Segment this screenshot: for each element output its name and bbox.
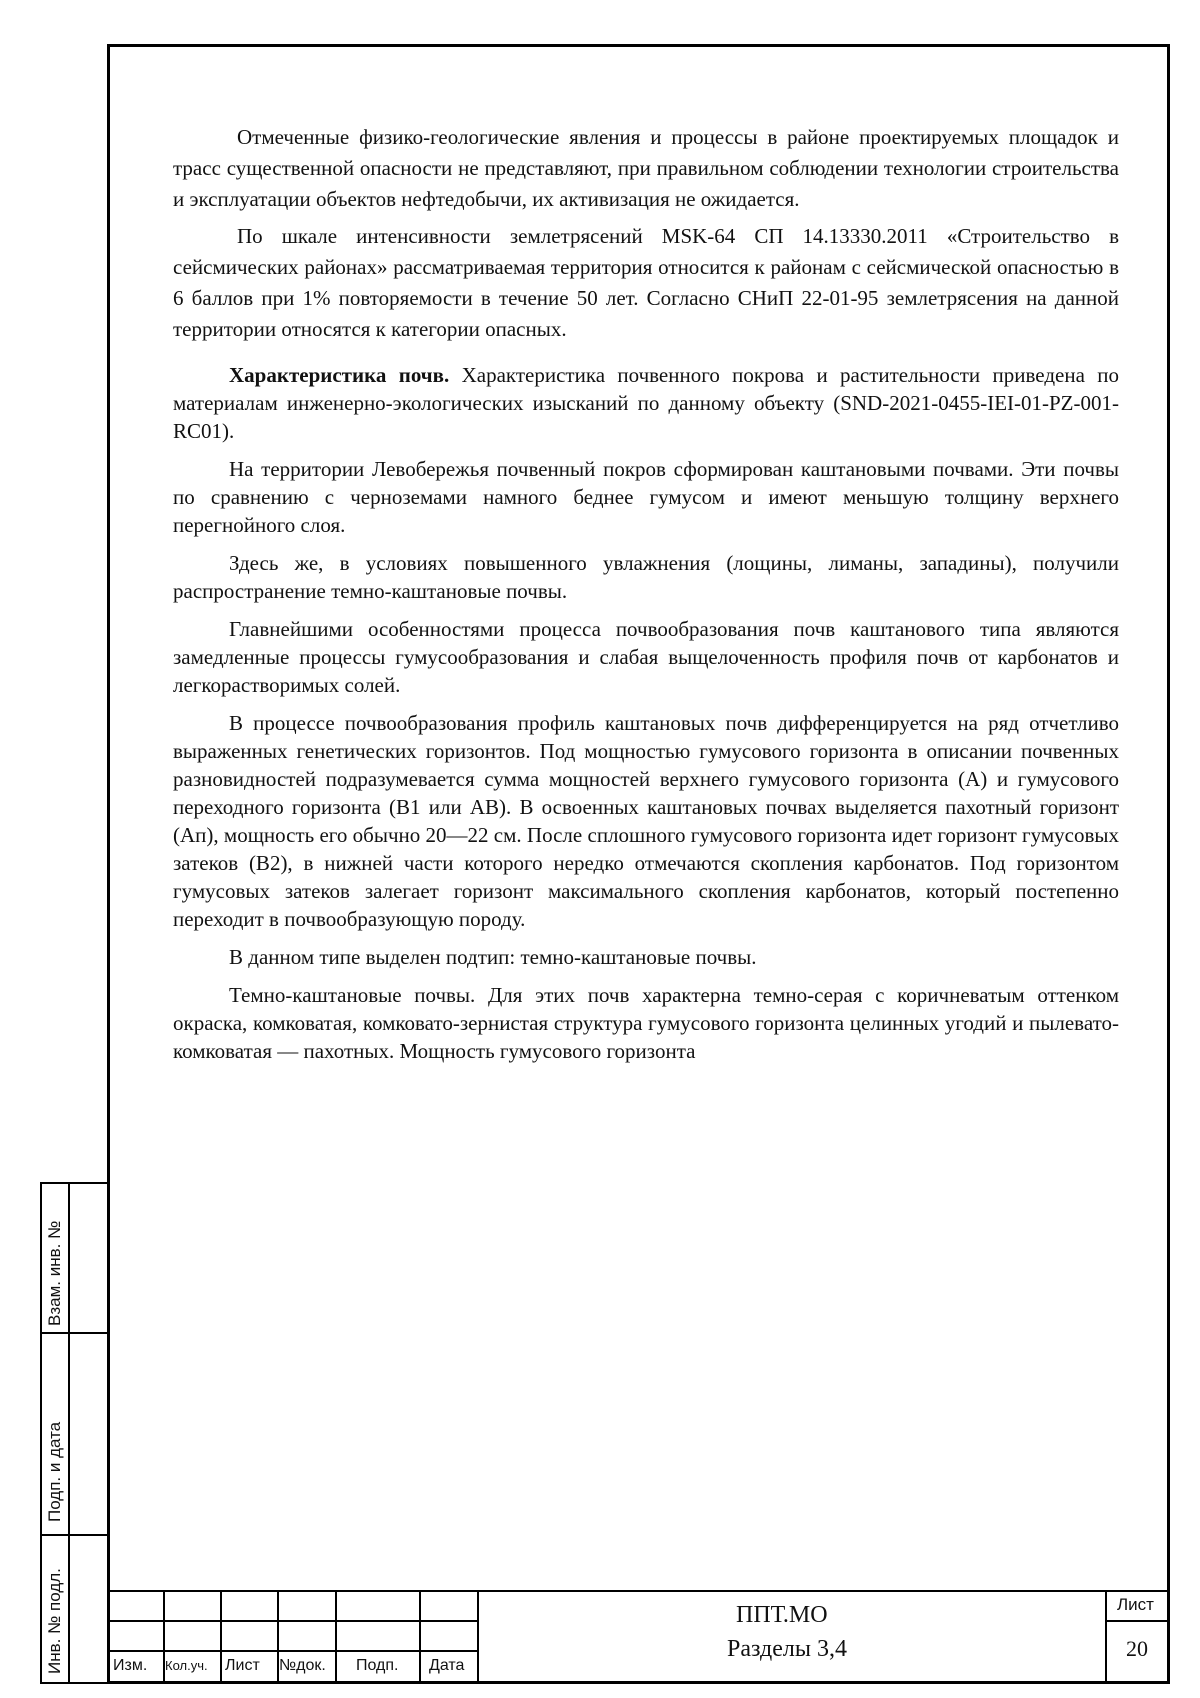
stamp-header-koluch: Кол.уч.: [165, 1658, 208, 1673]
paragraph-geology: Отмеченные физико-геологические явления и процессы в районе проектируемых площадок и трасс существенной опасности не представляют, при правильном соблюдении технологии строительства и эксплуатации объектов нефтедобычи, их активизация не ожидается.: [173, 125, 1119, 211]
stamp-col-5: [419, 1590, 421, 1684]
side-border-bottom: [40, 1682, 110, 1684]
paragraph-soil-6: Темно-каштановые почвы. Для этих почв характерна темно-серая с коричневатым оттенком окраска, комковатая, комковато-зернистая структура гумусового горизонта целинных угодий и пылевато-комковатая — пахотных. Мощность гумусового горизонта: [173, 983, 1119, 1063]
stamp-header-podp: Подп.: [356, 1657, 399, 1674]
soil-heading: Характеристика почв.: [229, 363, 450, 387]
stamp-header-izm: Изм.: [113, 1657, 148, 1674]
side-border-top: [40, 1182, 110, 1184]
document-code: ППТ.МО: [736, 1602, 828, 1628]
document-sections: Разделы 3,4: [727, 1636, 848, 1662]
paragraph-soil-3: Главнейшими особенностями процесса почвообразования почв каштанового типа являются замедленные процессы гумусообразования и слабая выщелоченность профиля почв от карбонатов и легкорастворимых солей.: [173, 617, 1119, 697]
side-label-vzam: Взам. инв. №: [45, 1220, 64, 1326]
side-border-mid2: [40, 1534, 110, 1536]
stamp-header-data: Дата: [429, 1657, 465, 1674]
paragraph-soil-2: Здесь же, в условиях повышенного увлажнения (лощины, лиманы, западины), получили распространение темно-каштановые почвы.: [173, 551, 1119, 603]
stamp-col-6: [477, 1590, 479, 1684]
sheet-number: 20: [1126, 1636, 1148, 1661]
side-stamp-column: [40, 1182, 110, 1684]
paragraph-soil-5: В данном типе выделен подтип: темно-каштановые почвы.: [229, 945, 757, 969]
stamp-header-list: Лист: [225, 1657, 260, 1674]
stamp-col-sheet: [1105, 1590, 1107, 1684]
stamp-col-4: [335, 1590, 337, 1684]
side-border-left: [40, 1182, 42, 1684]
soil-intro-text: Характеристика почвенного покрова и растительности приведена по материалам инженерно-экологических изысканий по данному объекту (SND-2021-0455-IEI-01-PZ-001-RC01).: [173, 363, 1120, 443]
stamp-col-2: [220, 1590, 222, 1684]
title-block: [107, 1590, 1170, 1684]
stamp-line-sheet: [1105, 1620, 1170, 1622]
side-label-inv: Инв. № подл.: [45, 1568, 64, 1674]
stamp-header-ndok: №док.: [279, 1657, 326, 1674]
side-border-divider: [68, 1182, 70, 1684]
document-body: [173, 122, 1119, 1075]
paragraph-seismic: По шкале интенсивности землетрясений MSK-64 СП 14.13330.2011 «Строительство в сейсмических районах» рассматриваемая территория относится к районам с сейсмической опасностью в 6 баллов при 1% повторяемости в течение 50 лет. Согласно СНиП 22-01-95 землетрясения на данной территории относятся к категории опасных.: [173, 224, 1119, 341]
stamp-line-top: [107, 1590, 1170, 1592]
paragraph-soil-1: На территории Левобережья почвенный покров сформирован каштановыми почвами. Эти почвы по сравнению с черноземами намного беднее гумусом и имеют меньшую толщину верхнего перегнойного слоя.: [173, 457, 1119, 537]
side-label-podp: Подп. и дата: [45, 1421, 64, 1522]
sheet-label: Лист: [1117, 1595, 1154, 1614]
paragraph-soil-4: В процессе почвообразования профиль каштановых почв дифференцируется на ряд отчетливо выраженных генетических горизонтов. Под мощностью гумусового горизонта в описании почвенных разновидностей подразумевается сумма мощностей верхнего гумусового горизонта (А) и гумусового переходного горизонта (В1 или АВ). В освоенных каштановых почвах выделяется пахотный горизонт (Ап), мощность его обычно 20—22 см. После сплошного гумусового горизонта идет горизонт гумусовых затеков (В2), в нижней части которого нередко отмечаются скопления карбонатов. Под горизонтом гумусовых затеков залегает горизонт максимального скопления карбонатов, который постепенно переходит в почвообразующую породу.: [173, 711, 1119, 931]
side-border-mid1: [40, 1332, 110, 1334]
paragraph-soil-intro: [173, 361, 1119, 445]
